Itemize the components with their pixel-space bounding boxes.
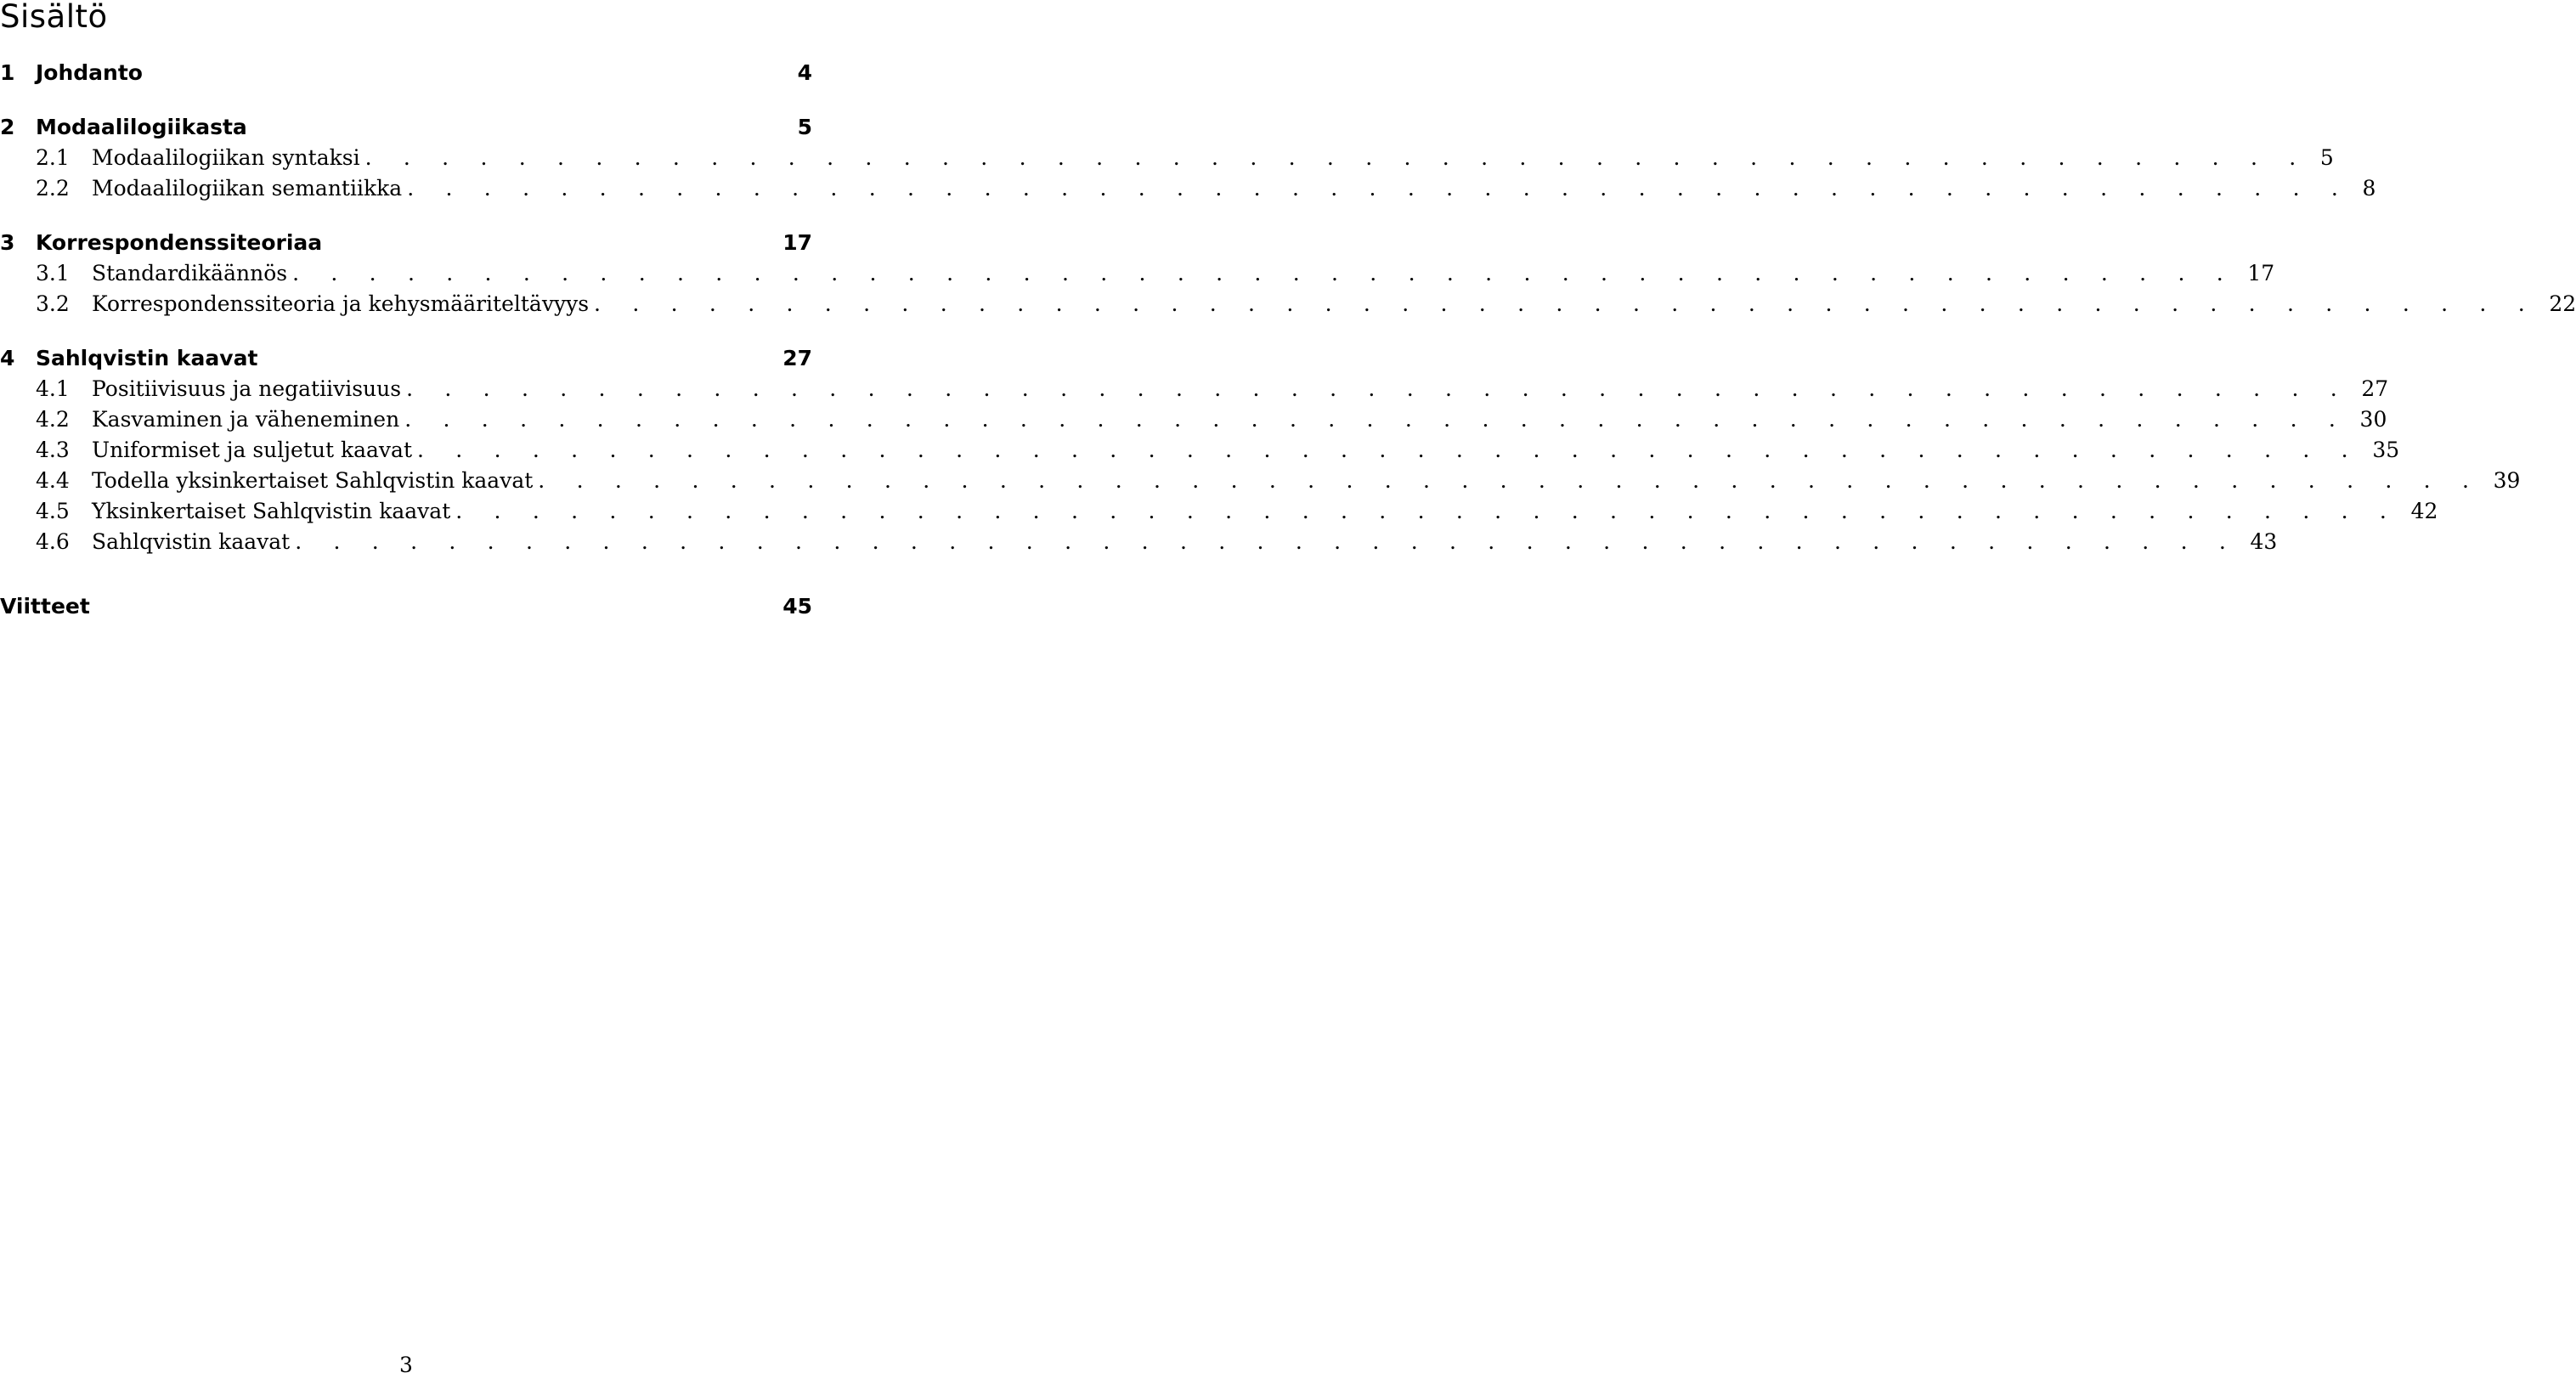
toc-section[interactable]: [0, 289, 2576, 319]
section-page-number: 17: [2247, 261, 2275, 285]
toc-chapter[interactable]: [0, 228, 812, 258]
toc-section[interactable]: [0, 143, 2334, 173]
dot-leader: . . . . . . . . . . . . . . . . . . . . . . . . . . . . . . . . . . . . . . . . . . . . . . . . . . .: [364, 145, 2308, 170]
section-number: 3.2: [36, 291, 70, 316]
toc-chapter[interactable]: [0, 343, 812, 374]
section-number: 2.2: [36, 176, 70, 201]
section-page-number: 43: [2250, 529, 2278, 554]
chapter-page-number: 17: [782, 230, 812, 255]
chapter-number: 1: [0, 60, 15, 85]
toc-references[interactable]: [0, 591, 812, 622]
toc-section[interactable]: [0, 374, 2389, 404]
dot-leader: . . . . . . . . . . . . . . . . . . . . . . . . . . . . . . . . . . . . . . . . . . . . . . . . . . .: [292, 261, 2236, 285]
section-page-number: 22: [2549, 291, 2576, 316]
toc-section[interactable]: [0, 527, 2278, 557]
chapter-page-number: 5: [797, 115, 812, 139]
section-page-number: 35: [2372, 438, 2400, 462]
section-number: 4.2: [36, 407, 70, 432]
section-number: 3.1: [36, 261, 70, 285]
toc-chapter[interactable]: [0, 58, 812, 88]
table-of-contents: [0, 58, 2576, 622]
chapter-title: Sahlqvistin kaavat: [36, 346, 258, 370]
toc-section[interactable]: [0, 258, 2275, 289]
dot-leader: . . . . . . . . . . . . . . . . . . . . . . . . . . . . . . . . . . . . . . . . . . . . . . . . . . .: [404, 407, 2348, 432]
section-title: Sahlqvistin kaavat: [92, 529, 291, 554]
section-title: Uniformiset ja suljetut kaavat: [92, 438, 412, 462]
section-page-number: 8: [2362, 176, 2376, 201]
section-title: Yksinkertaiset Sahlqvistin kaavat: [92, 499, 451, 523]
references-title: Viitteet: [0, 594, 90, 619]
dot-leader: . . . . . . . . . . . . . . . . . . . . . . . . . . . . . . . . . . . . . . . . . . . . . . . . . . .: [406, 376, 2350, 401]
toc-section[interactable]: [0, 404, 2387, 435]
toc-section[interactable]: [0, 173, 2376, 204]
chapter-number: 4: [0, 346, 15, 370]
chapter-page-number: 4: [797, 60, 812, 85]
toc-chapter[interactable]: [0, 112, 812, 143]
toc-section[interactable]: [0, 435, 2400, 466]
section-title: Korrespondenssiteoria ja kehysmääriteltävyys: [92, 291, 590, 316]
section-title: Todella yksinkertaiset Sahlqvistin kaavat: [92, 468, 534, 493]
dot-leader: . . . . . . . . . . . . . . . . . . . . . . . . . . . . . . . . . . . . . . . . . . . . . . . . . . .: [417, 438, 2361, 462]
section-number: 4.5: [36, 499, 70, 523]
section-title: Kasvaminen ja väheneminen: [92, 407, 400, 432]
section-page-number: 27: [2361, 376, 2389, 401]
dot-leader: . . . . . . . . . . . . . . . . . . . . . . . . . . . . . . . . . . . . . . . . . . . . . . . . . . .: [295, 529, 2239, 554]
chapter-title: Korrespondenssiteoriaa: [36, 230, 323, 255]
chapter-title: Modaalilogiikasta: [36, 115, 247, 139]
section-number: 4.1: [36, 376, 70, 401]
section-title: Positiivisuus ja negatiivisuus: [92, 376, 402, 401]
toc-section[interactable]: [0, 496, 2438, 527]
section-title: Standardikäännös: [92, 261, 288, 285]
dot-leader: . . . . . . . . . . . . . . . . . . . . . . . . . . . . . . . . . . . . . . . . . . . . . . . . . . .: [455, 499, 2399, 523]
dot-leader: . . . . . . . . . . . . . . . . . . . . . . . . . . . . . . . . . . . . . . . . . . . . . . . . . . .: [594, 291, 2538, 316]
chapter-page-number: 27: [782, 346, 812, 370]
chapter-number: 3: [0, 230, 15, 255]
chapter-number: 2: [0, 115, 15, 139]
section-page-number: 39: [2493, 468, 2521, 493]
section-title: Modaalilogiikan semantiikka: [92, 176, 403, 201]
section-page-number: 30: [2359, 407, 2387, 432]
dot-leader: . . . . . . . . . . . . . . . . . . . . . . . . . . . . . . . . . . . . . . . . . . . . . . . . . . .: [538, 468, 2482, 493]
references-page-number: 45: [782, 594, 812, 619]
section-number: 4.3: [36, 438, 70, 462]
section-number: 2.1: [36, 145, 70, 170]
page-number: 3: [399, 1353, 413, 1377]
page-title: Sisältö: [0, 0, 108, 35]
dot-leader: . . . . . . . . . . . . . . . . . . . . . . . . . . . . . . . . . . . . . . . . . . . . . . . . . . .: [407, 176, 2351, 201]
chapter-title: Johdanto: [36, 60, 143, 85]
section-title: Modaalilogiikan syntaksi: [92, 145, 360, 170]
section-page-number: 42: [2410, 499, 2438, 523]
section-number: 4.6: [36, 529, 70, 554]
toc-section[interactable]: [0, 466, 2521, 496]
section-page-number: 5: [2319, 145, 2334, 170]
section-number: 4.4: [36, 468, 70, 493]
